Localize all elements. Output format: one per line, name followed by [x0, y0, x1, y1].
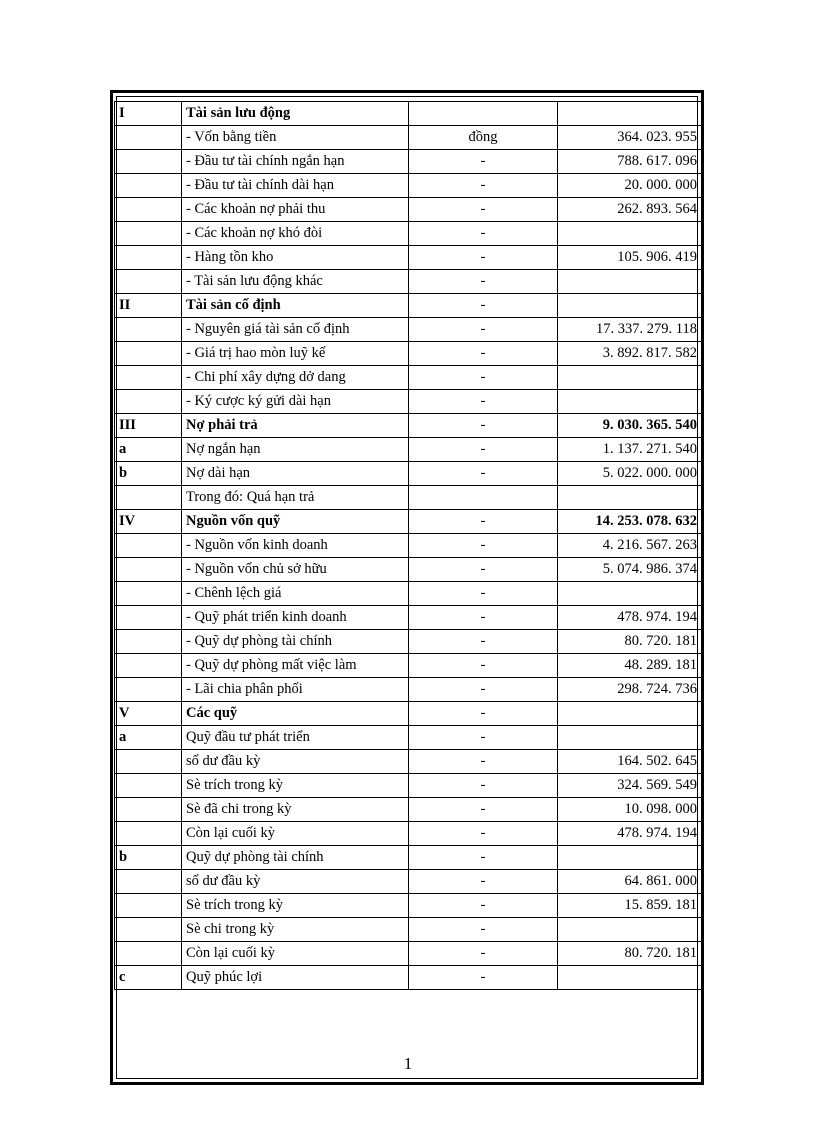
value-cell — [558, 270, 702, 294]
table-row — [115, 294, 702, 318]
label-cell: - Tài sản lưu động khác — [182, 270, 409, 294]
value-cell: 324. 569. 549 — [558, 774, 702, 798]
table-row — [115, 198, 702, 222]
table-row — [115, 582, 702, 606]
value-cell — [558, 486, 702, 510]
unit-cell: - — [409, 294, 558, 318]
section-cell — [115, 630, 182, 654]
unit-cell: - — [409, 942, 558, 966]
section-cell — [115, 318, 182, 342]
value-cell — [558, 222, 702, 246]
label-cell: Các quỹ — [182, 702, 409, 726]
label-cell: - Chi phí xây dựng dở dang — [182, 366, 409, 390]
unit-cell: - — [409, 342, 558, 366]
section-cell — [115, 750, 182, 774]
label-cell: - Giá trị hao mòn luỹ kế — [182, 342, 409, 366]
label-cell: - Quỹ phát triển kinh doanh — [182, 606, 409, 630]
unit-cell: - — [409, 198, 558, 222]
label-cell: Nợ ngắn hạn — [182, 438, 409, 462]
table-row — [115, 678, 702, 702]
unit-cell: - — [409, 366, 558, 390]
unit-cell: - — [409, 702, 558, 726]
value-cell — [558, 366, 702, 390]
value-cell — [558, 966, 702, 990]
unit-cell: - — [409, 630, 558, 654]
table-row — [115, 630, 702, 654]
unit-cell: - — [409, 582, 558, 606]
label-cell: - Chênh lệch giá — [182, 582, 409, 606]
unit-cell: đồng — [409, 126, 558, 150]
financial-table — [114, 101, 702, 990]
section-cell — [115, 822, 182, 846]
table-row — [115, 222, 702, 246]
unit-cell: - — [409, 558, 558, 582]
section-cell — [115, 942, 182, 966]
unit-cell: - — [409, 870, 558, 894]
table-row — [115, 606, 702, 630]
section-cell: IV — [115, 510, 182, 534]
value-cell — [558, 702, 702, 726]
table-row — [115, 942, 702, 966]
unit-cell: - — [409, 390, 558, 414]
unit-cell: - — [409, 918, 558, 942]
table-row — [115, 390, 702, 414]
unit-cell: - — [409, 654, 558, 678]
label-cell: - Lãi chia phân phối — [182, 678, 409, 702]
section-cell — [115, 870, 182, 894]
table-row — [115, 966, 702, 990]
value-cell: 788. 617. 096 — [558, 150, 702, 174]
value-cell: 5. 074. 986. 374 — [558, 558, 702, 582]
value-cell: 262. 893. 564 — [558, 198, 702, 222]
value-cell: 105. 906. 419 — [558, 246, 702, 270]
label-cell: Trong đó: Quá hạn trả — [182, 486, 409, 510]
section-cell: b — [115, 462, 182, 486]
section-cell — [115, 246, 182, 270]
table-row — [115, 270, 702, 294]
unit-cell: - — [409, 222, 558, 246]
unit-cell: - — [409, 150, 558, 174]
section-cell — [115, 894, 182, 918]
label-cell: - Quỹ dự phòng mất việc làm — [182, 654, 409, 678]
section-cell — [115, 918, 182, 942]
value-cell — [558, 294, 702, 318]
value-cell: 5. 022. 000. 000 — [558, 462, 702, 486]
table-row — [115, 534, 702, 558]
value-cell: 478. 974. 194 — [558, 822, 702, 846]
unit-cell: - — [409, 318, 558, 342]
section-cell — [115, 390, 182, 414]
label-cell: Còn lại cuối kỳ — [182, 942, 409, 966]
value-cell — [558, 726, 702, 750]
label-cell: - Nguyên giá tài sản cố định — [182, 318, 409, 342]
table-row — [115, 774, 702, 798]
unit-cell: - — [409, 966, 558, 990]
value-cell: 20. 000. 000 — [558, 174, 702, 198]
label-cell: Nợ dài hạn — [182, 462, 409, 486]
label-cell: - Ký cược ký gửi dài hạn — [182, 390, 409, 414]
unit-cell: - — [409, 750, 558, 774]
table-row — [115, 558, 702, 582]
label-cell: Tài sản cố định — [182, 294, 409, 318]
value-cell: 478. 974. 194 — [558, 606, 702, 630]
label-cell: Nợ phải trả — [182, 414, 409, 438]
value-cell — [558, 390, 702, 414]
label-cell: Sè chi trong kỳ — [182, 918, 409, 942]
label-cell: Còn lại cuối kỳ — [182, 822, 409, 846]
section-cell — [115, 654, 182, 678]
table-row — [115, 894, 702, 918]
table-row — [115, 414, 702, 438]
table-row — [115, 846, 702, 870]
table-row — [115, 750, 702, 774]
label-cell: - Các khoản nợ khó đòi — [182, 222, 409, 246]
unit-cell — [409, 102, 558, 126]
unit-cell: - — [409, 246, 558, 270]
unit-cell: - — [409, 846, 558, 870]
value-cell: 298. 724. 736 — [558, 678, 702, 702]
section-cell: III — [115, 414, 182, 438]
value-cell: 48. 289. 181 — [558, 654, 702, 678]
table-row — [115, 510, 702, 534]
label-cell: - Quỹ dự phòng tài chính — [182, 630, 409, 654]
section-cell — [115, 558, 182, 582]
value-cell: 80. 720. 181 — [558, 942, 702, 966]
section-cell — [115, 486, 182, 510]
value-cell — [558, 582, 702, 606]
table-row — [115, 246, 702, 270]
unit-cell: - — [409, 774, 558, 798]
label-cell: số dư đầu kỳ — [182, 750, 409, 774]
value-cell: 10. 098. 000 — [558, 798, 702, 822]
page-number: 1 — [403, 1054, 413, 1073]
section-cell — [115, 798, 182, 822]
label-cell: - Nguồn vốn chủ sở hữu — [182, 558, 409, 582]
label-cell: - Đầu tư tài chính ngắn hạn — [182, 150, 409, 174]
unit-cell: - — [409, 510, 558, 534]
value-cell: 3. 892. 817. 582 — [558, 342, 702, 366]
section-cell — [115, 366, 182, 390]
label-cell: - Nguồn vốn kinh doanh — [182, 534, 409, 558]
table-row — [115, 918, 702, 942]
label-cell: Tài sản lưu động — [182, 102, 409, 126]
label-cell: số dư đầu kỳ — [182, 870, 409, 894]
table-row — [115, 366, 702, 390]
section-cell — [115, 534, 182, 558]
section-cell — [115, 270, 182, 294]
label-cell: - Các khoản nợ phải thu — [182, 198, 409, 222]
table-row — [115, 870, 702, 894]
value-cell: 64. 861. 000 — [558, 870, 702, 894]
label-cell: - Vốn bằng tiền — [182, 126, 409, 150]
label-cell: Sè trích trong kỳ — [182, 894, 409, 918]
table-row — [115, 822, 702, 846]
unit-cell: - — [409, 174, 558, 198]
unit-cell: - — [409, 798, 558, 822]
unit-cell: - — [409, 822, 558, 846]
section-cell: II — [115, 294, 182, 318]
table-row — [115, 654, 702, 678]
unit-cell: - — [409, 414, 558, 438]
section-cell: a — [115, 726, 182, 750]
section-cell: a — [115, 438, 182, 462]
value-cell — [558, 102, 702, 126]
value-cell: 14. 253. 078. 632 — [558, 510, 702, 534]
table-row — [115, 318, 702, 342]
table-row — [115, 726, 702, 750]
section-cell: c — [115, 966, 182, 990]
section-cell — [115, 342, 182, 366]
table-row — [115, 798, 702, 822]
value-cell: 164. 502. 645 — [558, 750, 702, 774]
section-cell — [115, 774, 182, 798]
section-cell: V — [115, 702, 182, 726]
unit-cell: - — [409, 678, 558, 702]
label-cell: Quỹ phúc lợi — [182, 966, 409, 990]
section-cell: I — [115, 102, 182, 126]
label-cell: Sè đã chi trong kỳ — [182, 798, 409, 822]
section-cell — [115, 582, 182, 606]
value-cell: 9. 030. 365. 540 — [558, 414, 702, 438]
value-cell: 364. 023. 955 — [558, 126, 702, 150]
table-row — [115, 150, 702, 174]
value-cell — [558, 918, 702, 942]
unit-cell: - — [409, 894, 558, 918]
section-cell — [115, 174, 182, 198]
label-cell: Quỹ đầu tư phát triển — [182, 726, 409, 750]
table-row — [115, 126, 702, 150]
value-cell: 4. 216. 567. 263 — [558, 534, 702, 558]
table-row — [115, 702, 702, 726]
unit-cell: - — [409, 438, 558, 462]
value-cell: 1. 137. 271. 540 — [558, 438, 702, 462]
unit-cell: - — [409, 462, 558, 486]
section-cell — [115, 222, 182, 246]
unit-cell: - — [409, 606, 558, 630]
label-cell: - Hàng tồn kho — [182, 246, 409, 270]
section-cell — [115, 678, 182, 702]
table-row — [115, 174, 702, 198]
label-cell: Nguồn vốn quỹ — [182, 510, 409, 534]
unit-cell: - — [409, 270, 558, 294]
label-cell: - Đầu tư tài chính dài hạn — [182, 174, 409, 198]
value-cell: 15. 859. 181 — [558, 894, 702, 918]
unit-cell: - — [409, 534, 558, 558]
label-cell: Sè trích trong kỳ — [182, 774, 409, 798]
value-cell — [558, 846, 702, 870]
section-cell: b — [115, 846, 182, 870]
unit-cell — [409, 486, 558, 510]
value-cell: 17. 337. 279. 118 — [558, 318, 702, 342]
unit-cell: - — [409, 726, 558, 750]
value-cell: 80. 720. 181 — [558, 630, 702, 654]
section-cell — [115, 150, 182, 174]
table-row — [115, 462, 702, 486]
section-cell — [115, 606, 182, 630]
table-row — [115, 486, 702, 510]
section-cell — [115, 198, 182, 222]
table-row — [115, 438, 702, 462]
label-cell: Quỹ dự phòng tài chính — [182, 846, 409, 870]
section-cell — [115, 126, 182, 150]
table-row — [115, 102, 702, 126]
table-row — [115, 342, 702, 366]
